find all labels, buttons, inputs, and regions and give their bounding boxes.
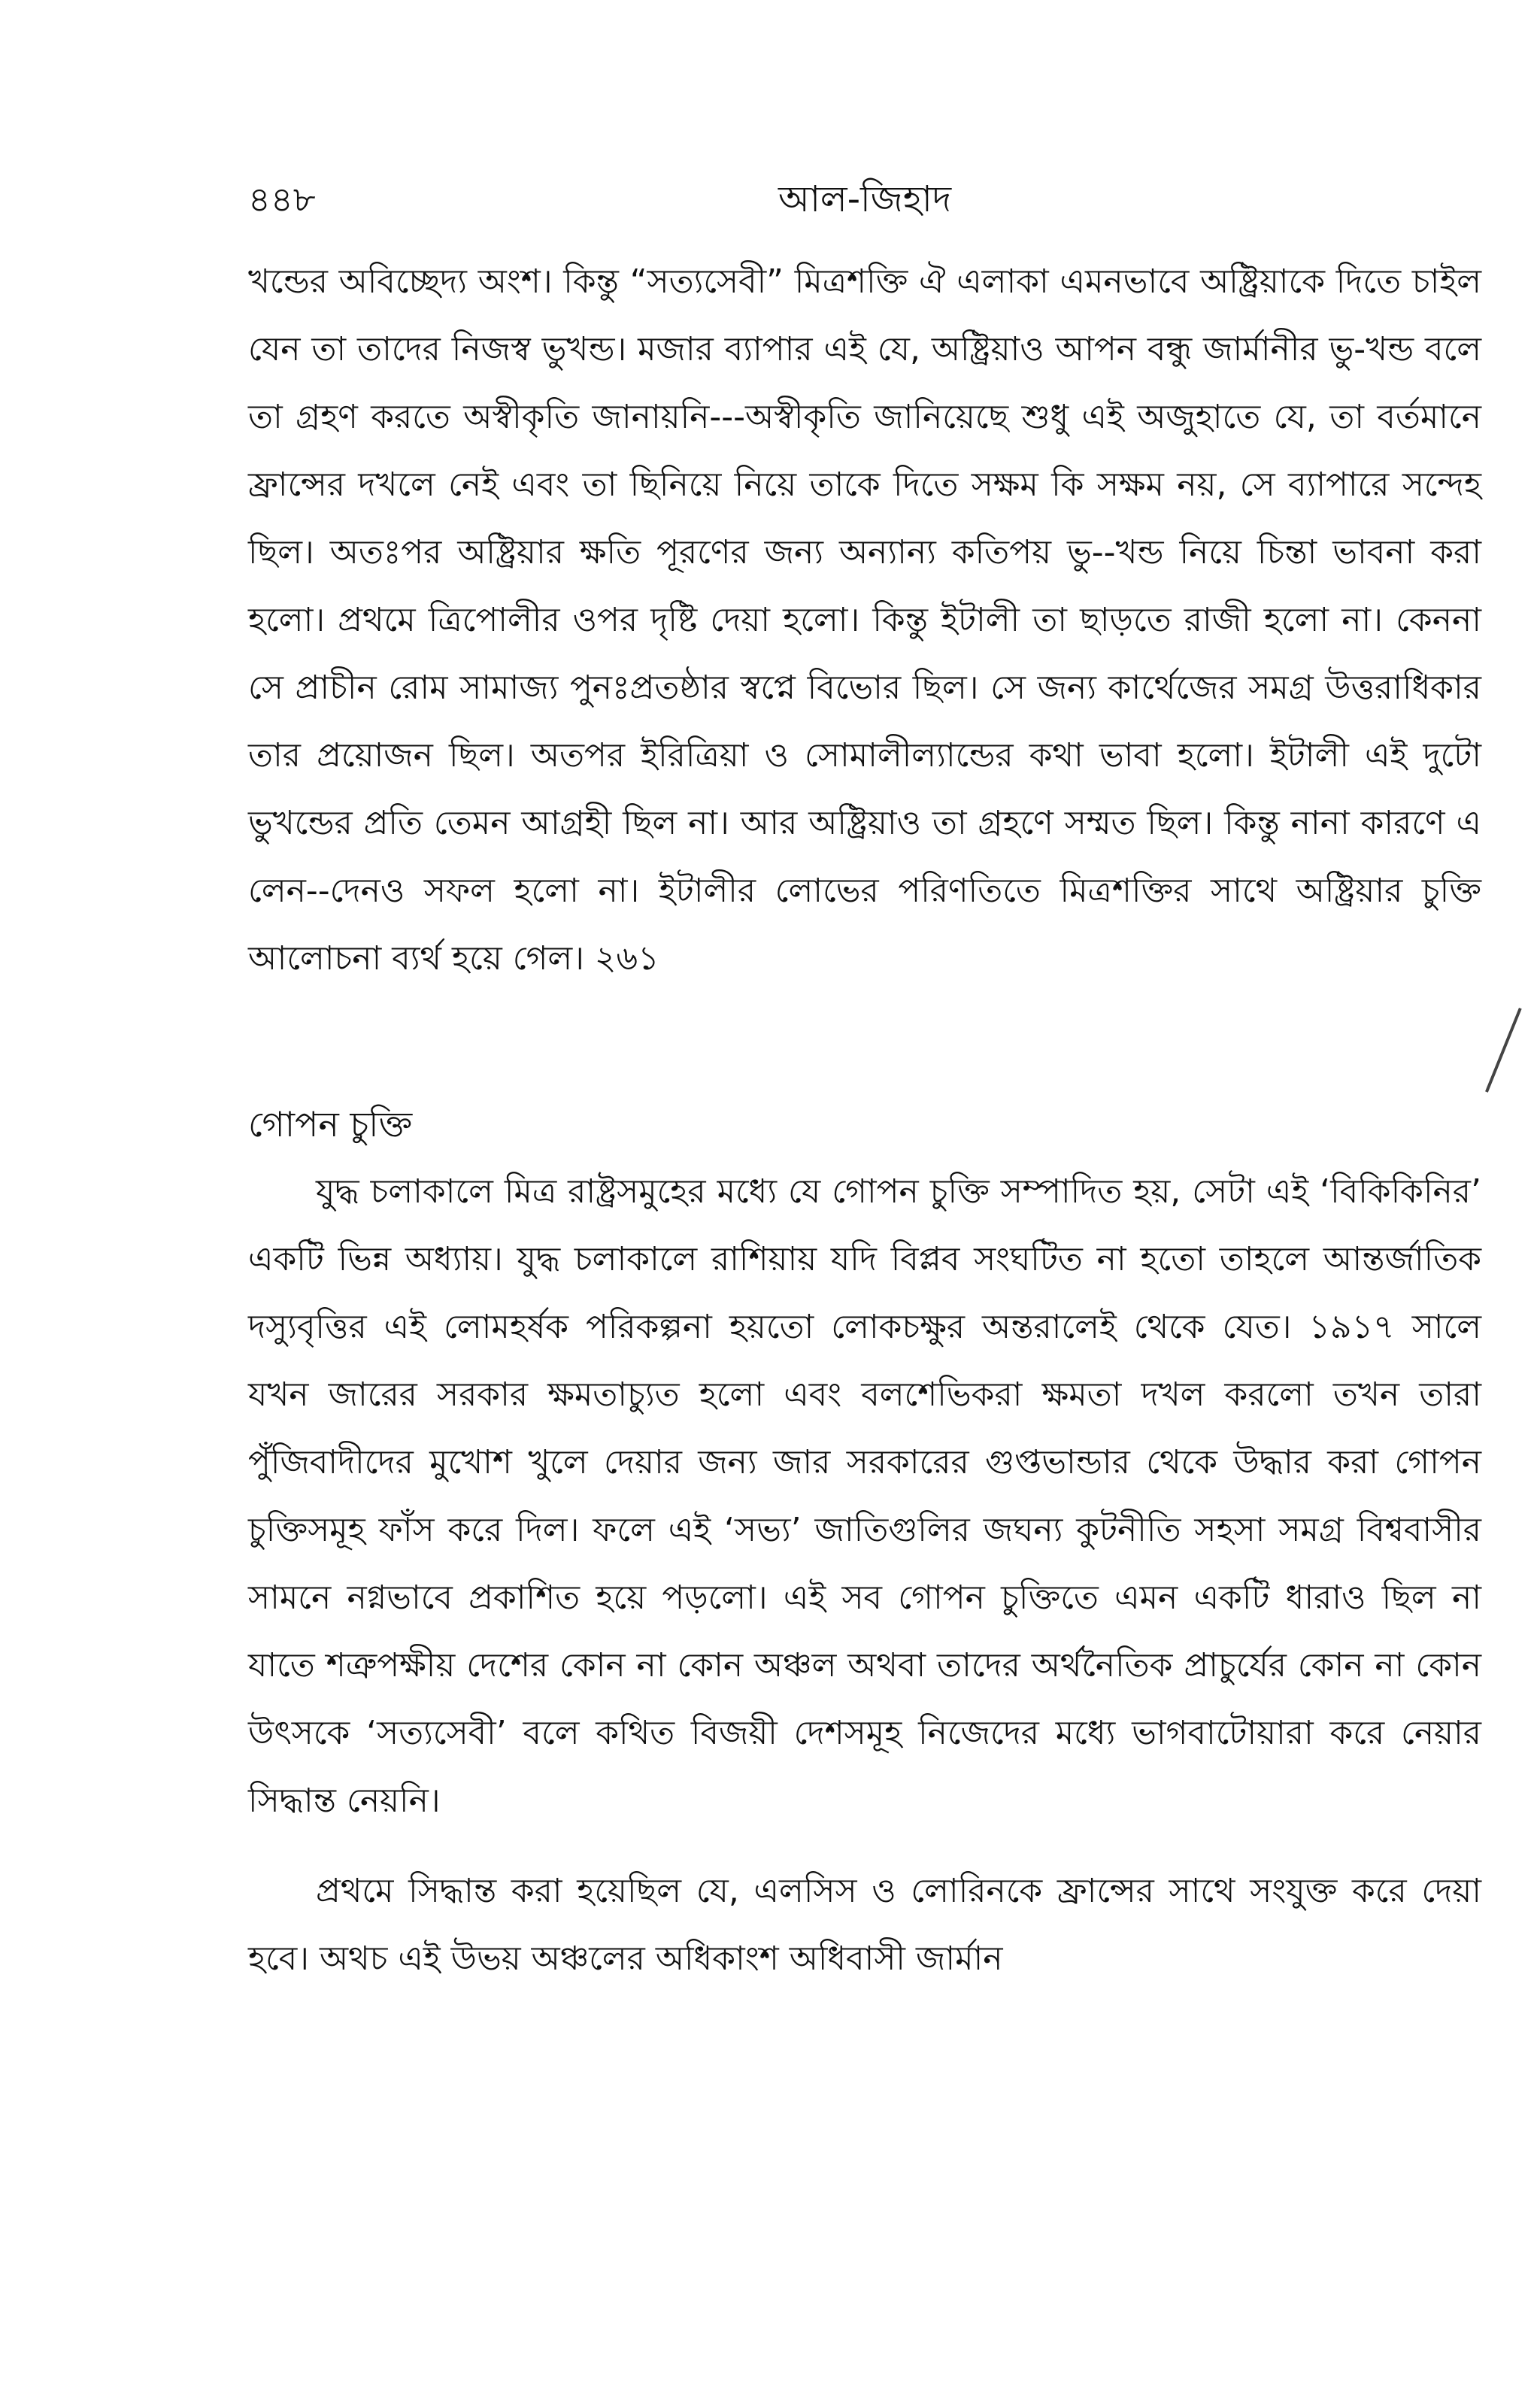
section-heading: গোপন চুক্তি xyxy=(248,1104,413,1145)
paragraph-1: খন্ডের অবিচ্ছেদ্য অংশ। কিন্তু “সত্যসেবী” মিত্রশক্তি ঐ এলাকা এমনভাবে অষ্ট্রিয়াকে দিতে চাইল যেন তা তাদের নিজস্ব ভুখন্ড। মজার ব্যাপার এই যে, অষ্ট্রিয়াও আপন বন্ধু জার্মানীর ভু-খন্ড বলে তা গ্রহণ করতে অস্বীকৃতি জানায়নি---অস্বীকৃতি জানিয়েছে শুধু এই অজুহাতে যে, তা বর্তমানে ফ্রান্সের দখলে নেই এবং তা ছিনিয়ে নিয়ে তাকে দিতে সক্ষম কি সক্ষম নয়, সে ব্যাপারে সন্দেহ ছিল। অতঃপর অষ্ট্রিয়ার ক্ষতি পূরণের জন্য অন্যান্য কতিপয় ভু--খন্ড নিয়ে চিন্তা ভাবনা করা হলো। প্রথমে ত্রিপোলীর ওপর দৃষ্টি দেয়া হলো। কিন্তু ইটালী তা ছাড়তে রাজী হলো না। কেননা সে প্রাচীন রোম সামাজ্য পুনঃপ্রতষ্ঠার স্বপ্নে বিভোর ছিল। সে জন্য কার্থেজের সমগ্র উত্তরাধিকার তার প্রয়োজন ছিল। অতপর ইরিত্রিয়া ও সোমালীল্যান্ডের কথা ভাবা হলো। ইটালী এই দুটো ভুখন্ডের প্রতি তেমন আগ্রহী ছিল না। আর অষ্ট্রিয়াও তা গ্রহণে সম্মত ছিল। কিন্তু নানা কারণে এ লেন--দেনও সফল হলো না। ইটালীর লোভের পরিণতিতে মিত্রশক্তির সাথে অষ্ট্রিয়ার চুক্তি আলোচনা ব্যর্থ হয়ে গেল। ২৬১ xyxy=(248,262,1481,978)
book-title: আল-জিহাদ xyxy=(778,178,952,220)
margin-pen-mark xyxy=(1485,1008,1522,1093)
paragraph-gap xyxy=(248,1835,1481,1858)
paragraph-3: প্রথমে সিদ্ধান্ত করা হয়েছিল যে, এলসিস ও লোরিনকে ফ্রান্সের সাথে সংযুক্ত করে দেয়া হবে। অথচ এই উভয় অঞ্চলের অধিকাংশ অধিবাসী জার্মান xyxy=(248,1872,1481,1978)
running-head xyxy=(248,169,1481,229)
body-text xyxy=(248,248,1481,1993)
paragraph-2: যুদ্ধ চলাকালে মিত্র রাষ্ট্রসমুহের মধ্যে যে গোপন চুক্তি সম্পাদিত হয়, সেটা এই ‘বিকিকিনির’ একটি ভিন্ন অধ্যায়। যুদ্ধ চলাকালে রাশিয়ায় যদি বিপ্লব সংঘটিত না হতো তাহলে আন্তর্জাতিক দস্যুবৃত্তির এই লোমহর্ষক পরিকল্পনা হয়তো লোকচক্ষুর অন্তরালেই থেকে যেত। ১৯১৭ সালে যখন জারের সরকার ক্ষমতাচ্যুত হলো এবং বলশেভিকরা ক্ষমতা দখল করলো তখন তারা পুঁজিবাদীদের মুখোশ খুলে দেয়ার জন্য জার সরকারের গুপ্তভান্ডার থেকে উদ্ধার করা গোপন চুক্তিসমূহ ফাঁস করে দিল। ফলে এই ‘সভ্য’ জাতিগুলির জঘন্য কুটনীতি সহসা সমগ্র বিশ্ববাসীর সামনে নগ্নভাবে প্রকাশিত হয়ে পড়লো। এই সব গোপন চুক্তিতে এমন একটি ধারাও ছিল না যাতে শত্রুপক্ষীয় দেশের কোন না কোন অঞ্চল অথবা তাদের অর্থনৈতিক প্রাচুর্যের কোন না কোন উৎসকে ‘সত্যসেবী’ বলে কথিত বিজয়ী দেশসমূহ নিজেদের মধ্যে ভাগবাটোয়ারা করে নেয়ার সিদ্ধান্ত নেয়নি। xyxy=(248,1172,1481,1820)
page-number: ৪৪৮ xyxy=(248,179,316,220)
